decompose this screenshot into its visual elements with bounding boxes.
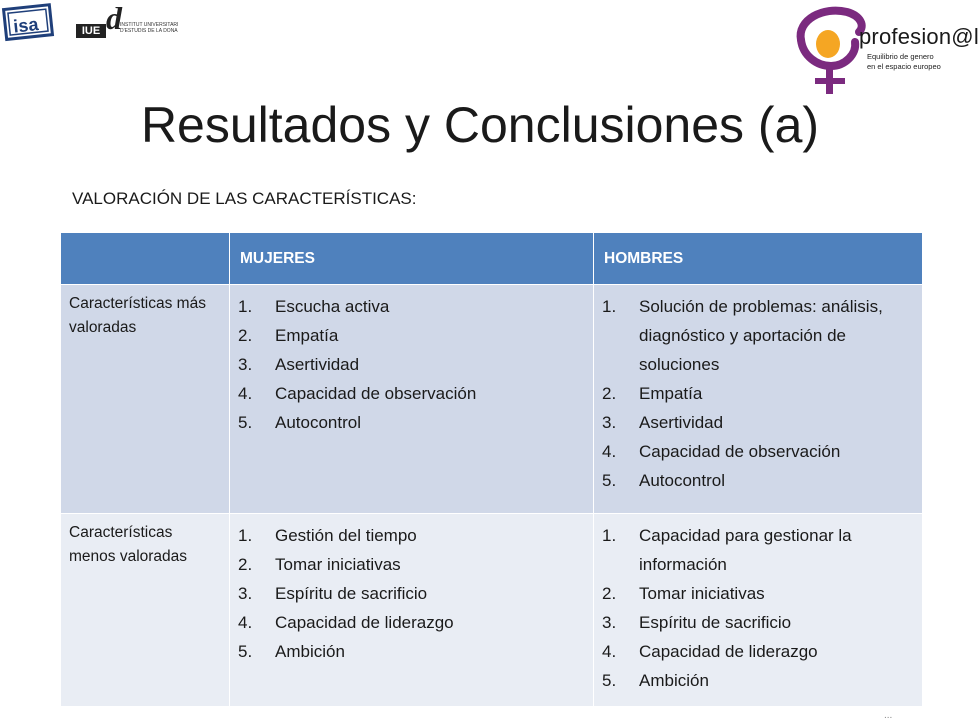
list-item-number: 5. bbox=[602, 671, 617, 690]
list-item-text: Capacidad para gestionar la información bbox=[639, 526, 852, 574]
list-item-text: Asertividad bbox=[275, 355, 360, 374]
iue-line-2: D'ESTUDIS DE LA DONA bbox=[120, 28, 178, 34]
list-item bbox=[602, 637, 914, 666]
list-item-text: Ambición bbox=[275, 642, 345, 661]
list-item bbox=[238, 637, 585, 666]
list-item bbox=[602, 466, 914, 495]
list-item-number: 1. bbox=[238, 297, 253, 316]
list-item-text: Empatía bbox=[639, 384, 703, 403]
tagline-line-2: en el espacio europeo bbox=[867, 62, 941, 71]
mujeres-most-valued bbox=[230, 285, 594, 514]
list-item-number: 3. bbox=[238, 584, 253, 603]
iue-logo-box: IUE bbox=[76, 24, 106, 38]
list-item-text: Asertividad bbox=[639, 413, 724, 432]
gender-symbol-icon bbox=[795, 6, 865, 96]
list-item bbox=[238, 550, 585, 579]
list-item bbox=[238, 379, 585, 408]
list-item bbox=[602, 521, 914, 579]
list-item-number: 3. bbox=[602, 413, 617, 432]
iue-logo-lines bbox=[120, 22, 178, 34]
list-item-number: 4. bbox=[602, 642, 617, 661]
list-item-text: Ambición bbox=[639, 671, 709, 690]
row-label-least-valued: Características menos valoradas bbox=[61, 514, 230, 707]
list-item-number: 3. bbox=[602, 613, 617, 632]
list-item-number: 2. bbox=[238, 555, 253, 574]
list-item-number: 2. bbox=[238, 326, 253, 345]
list-item-number: 5. bbox=[238, 642, 253, 661]
list-item-text: Empatía bbox=[275, 326, 339, 345]
list-item-number: 5. bbox=[238, 413, 253, 432]
header-empty bbox=[61, 233, 230, 285]
list-item bbox=[238, 521, 585, 550]
list-item-text: Solución de problemas: análisis, diagnóstico y aportación de soluciones bbox=[639, 297, 883, 374]
list-item-text: Autocontrol bbox=[275, 413, 361, 432]
list-item-number: 3. bbox=[238, 355, 253, 374]
slide-title: Resultados y Conclusiones (a) bbox=[140, 97, 820, 153]
list-item bbox=[238, 321, 585, 350]
list-item-number: 5. bbox=[602, 471, 617, 490]
list-item-number: 4. bbox=[238, 613, 253, 632]
list-item-number: 2. bbox=[602, 584, 617, 603]
list-item-number: 1. bbox=[602, 526, 617, 545]
list-item bbox=[602, 292, 914, 379]
mujeres-least-valued-list bbox=[238, 521, 585, 666]
list-item bbox=[238, 350, 585, 379]
list-item-number: 4. bbox=[602, 442, 617, 461]
hombres-most-valued-list bbox=[602, 292, 914, 495]
list-item-text: Capacidad de liderazgo bbox=[275, 613, 454, 632]
slide-subtitle: VALORACIÓN DE LAS CARACTERÍSTICAS: bbox=[72, 189, 417, 208]
table-header-row bbox=[61, 233, 923, 285]
list-item bbox=[238, 408, 585, 437]
list-item bbox=[602, 408, 914, 437]
list-item bbox=[602, 666, 914, 695]
list-item bbox=[602, 608, 914, 637]
list-item-text: Capacidad de observación bbox=[275, 384, 477, 403]
list-item-text: Espíritu de sacrificio bbox=[275, 584, 428, 603]
iue-line-1: INSTITUT UNIVERSITARI bbox=[120, 22, 179, 28]
profesional-logo-name: profesion@l bbox=[859, 24, 979, 49]
isa-logo bbox=[2, 2, 56, 42]
list-item-number: 1. bbox=[238, 526, 253, 545]
characteristics-table bbox=[60, 232, 923, 707]
row-label-most-valued: Características más valoradas bbox=[61, 285, 230, 514]
table-row-most-valued bbox=[61, 285, 923, 514]
iue-logo bbox=[76, 0, 208, 42]
list-item-text: Gestión del tiempo bbox=[275, 526, 417, 545]
list-item bbox=[238, 579, 585, 608]
list-item-text: Tomar iniciativas bbox=[275, 555, 401, 574]
page-number: ... bbox=[884, 710, 893, 721]
hombres-most-valued bbox=[594, 285, 923, 514]
list-item-text: Escucha activa bbox=[275, 297, 390, 316]
list-item bbox=[602, 437, 914, 466]
isa-logo-text: isa bbox=[12, 14, 40, 37]
header-mujeres: MUJERES bbox=[230, 233, 594, 285]
header-hombres: HOMBRES bbox=[594, 233, 923, 285]
list-item bbox=[602, 379, 914, 408]
list-item-text: Espíritu de sacrificio bbox=[639, 613, 792, 632]
list-item-text: Capacidad de liderazgo bbox=[639, 642, 818, 661]
profesional-logo bbox=[795, 6, 979, 96]
list-item-number: 2. bbox=[602, 384, 617, 403]
list-item-text: Capacidad de observación bbox=[639, 442, 841, 461]
profesional-logo-tagline bbox=[867, 52, 941, 72]
list-item-text: Autocontrol bbox=[639, 471, 725, 490]
list-item-number: 4. bbox=[238, 384, 253, 403]
hombres-least-valued bbox=[594, 514, 923, 707]
list-item-text: Tomar iniciativas bbox=[639, 584, 765, 603]
tagline-line-1: Equilibrio de genero bbox=[867, 52, 934, 61]
iue-logo-letter: d bbox=[106, 0, 122, 36]
mujeres-least-valued bbox=[230, 514, 594, 707]
hombres-least-valued-list bbox=[602, 521, 914, 695]
list-item bbox=[238, 292, 585, 321]
table-row-least-valued bbox=[61, 514, 923, 707]
list-item bbox=[602, 579, 914, 608]
list-item-number: 1. bbox=[602, 297, 617, 316]
list-item bbox=[238, 608, 585, 637]
mujeres-most-valued-list bbox=[238, 292, 585, 437]
